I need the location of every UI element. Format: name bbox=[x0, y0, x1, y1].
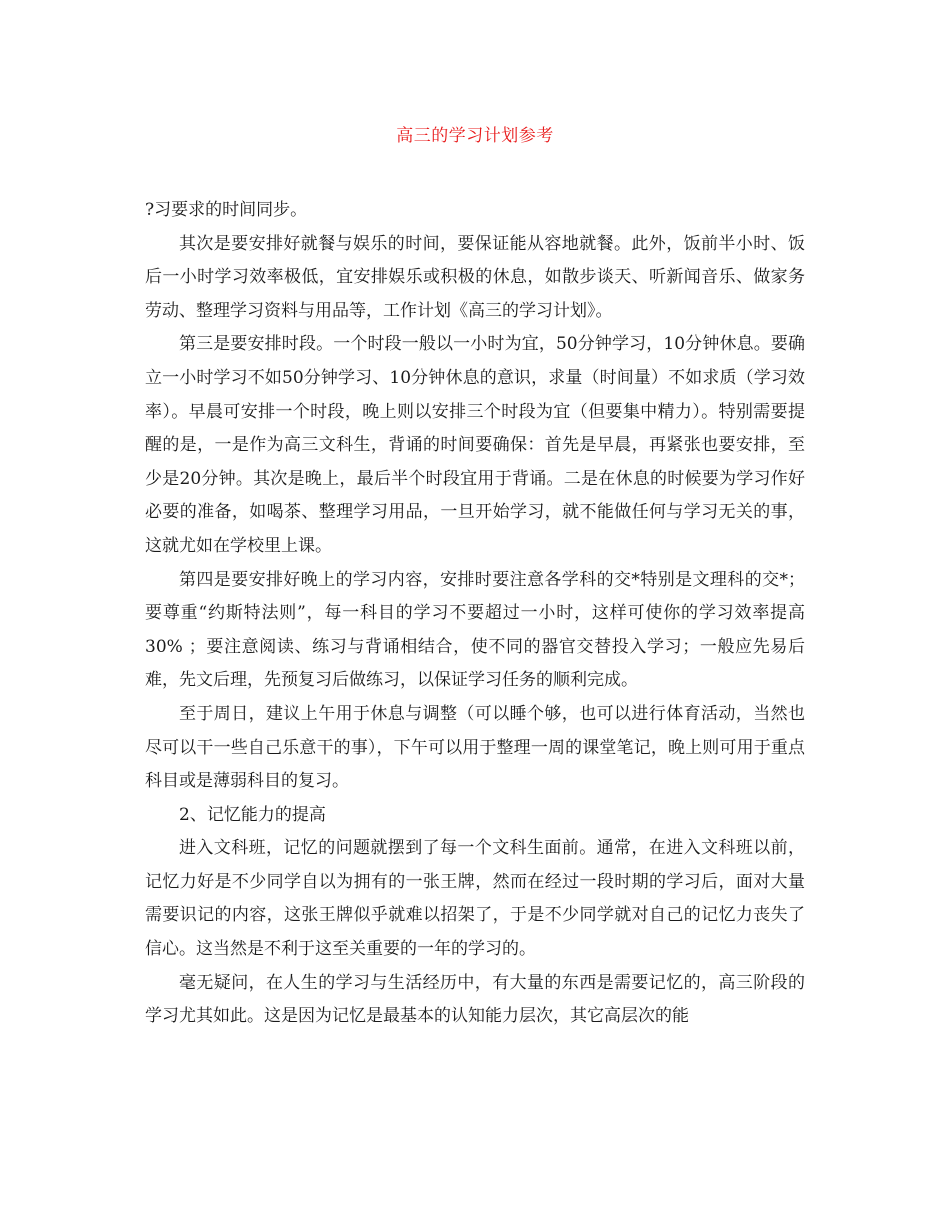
paragraph: ?习要求的时间同步。 bbox=[145, 200, 308, 220]
paragraph: 其次是要安排好就餐与娱乐的时间，要保证能从容地就餐。此外，饭前半小时、饭后一小时学习效率极低，宜安排娱乐或积极的休息，如散步谈天、听新闻音乐、做家务劳动、整理学习资料与用品等，工作计划《高三的学习计划》。 bbox=[145, 233, 805, 321]
paragraph: 第四是要安排好晚上的学习内容，安排时要注意各学科的交*特别是文理科的交*；要尊重“约斯特法则”，每一科目的学习不要超过一小时，这样可使你的学习效率提高30% ；要注意阅读、练习与背诵相结合，使不同的器官交替投入学习；一般应先易后难，先文后理，先预复习后做练习，以保证学习任务的顺利完成。 bbox=[145, 569, 805, 691]
section-heading: 2、记忆能力的提高 bbox=[179, 804, 326, 825]
document-title: 高三的学习计划参考 bbox=[396, 126, 554, 146]
paragraph: 至于周日，建议上午用于休息与调整（可以睡个够，也可以进行体育活动，当然也尽可以干一些自己乐意干的事），下午可以用于整理一周的课堂笔记，晚上则可用于重点科目或是薄弱科目的复习。 bbox=[145, 703, 805, 792]
paragraph: 毫无疑问，在人生的学习与生活经历中，有大量的东西是需要记忆的，高三阶段的学习尤其如此。这是因为记忆是最基本的认知能力层次，其它高层次的能 bbox=[145, 972, 805, 1027]
paragraph: 进入文科班，记忆的问题就摆到了每一个文科生面前。通常，在进入文科班以前，记忆力好是不少同学自以为拥有的一张王牌，然而在经过一段时期的学习后，面对大量需要识记的内容，这张王牌似乎就难以招架了，于是不少同学就对自己的记忆力丧失了信心。这当然是不利于这至关重要的一年的学习的。 bbox=[145, 838, 805, 960]
document-body bbox=[145, 194, 805, 1034]
paragraph: 第三是要安排时段。一个时段一般以一小时为宜，50分钟学习，10分钟休息。要确立一小时学习不如50分钟学习、10分钟休息的意识，求量（时间量）不如求质（学习效率）。早晨可安排一个时段，晚上则以安排三个时段为宜（但要集中精力）。特别需要提醒的是，一是作为高三文科生，背诵的时间要确保：首先是早晨，再紧张也要安排，至少是20分钟。其次是晚上，最后半个时段宜用于背诵。二是在休息的时候要为学习作好必要的准备，如喝茶、整理学习用品，一旦开始学习，就不能做任何与学习无关的事，这就尤如在学校里上课。 bbox=[145, 334, 805, 556]
